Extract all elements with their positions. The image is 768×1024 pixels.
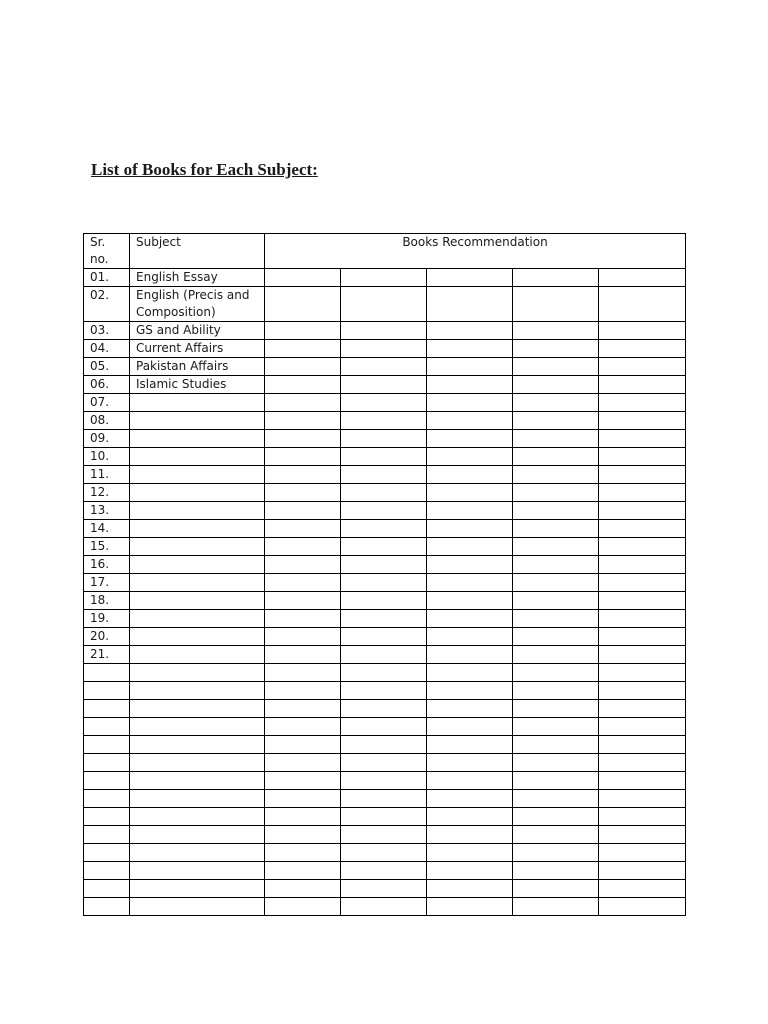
sr-no-cell: 01. — [84, 269, 130, 287]
book-recommendation-cell — [599, 430, 686, 448]
table-row — [84, 358, 686, 376]
book-recommendation-cell — [599, 610, 686, 628]
subject-cell: English (Precis and Composition) — [130, 287, 265, 322]
subject-cell — [130, 412, 265, 430]
table-body — [84, 269, 686, 916]
book-recommendation-cell — [427, 862, 513, 880]
book-recommendation-cell — [427, 484, 513, 502]
subject-cell — [130, 898, 265, 916]
sr-no-cell — [84, 844, 130, 862]
sr-no-cell: 16. — [84, 556, 130, 574]
table-row — [84, 790, 686, 808]
subject-cell — [130, 502, 265, 520]
book-recommendation-cell — [341, 556, 427, 574]
book-recommendation-cell — [265, 538, 341, 556]
book-recommendation-cell — [427, 358, 513, 376]
header-sr-no: Sr. no. — [84, 234, 130, 269]
sr-no-cell: 10. — [84, 448, 130, 466]
table-row — [84, 502, 686, 520]
subject-cell — [130, 736, 265, 754]
table-row — [84, 394, 686, 412]
book-recommendation-cell — [599, 646, 686, 664]
subject-cell — [130, 700, 265, 718]
subject-cell — [130, 844, 265, 862]
sr-no-cell — [84, 754, 130, 772]
book-recommendation-cell — [599, 484, 686, 502]
subject-cell — [130, 790, 265, 808]
book-recommendation-cell — [599, 448, 686, 466]
book-recommendation-cell — [513, 754, 599, 772]
book-recommendation-cell — [265, 340, 341, 358]
book-recommendation-cell — [341, 484, 427, 502]
subject-cell — [130, 664, 265, 682]
book-recommendation-cell — [341, 520, 427, 538]
sr-no-cell — [84, 808, 130, 826]
book-recommendation-cell — [427, 790, 513, 808]
book-recommendation-cell — [513, 556, 599, 574]
book-recommendation-cell — [599, 628, 686, 646]
book-recommendation-cell — [427, 736, 513, 754]
book-recommendation-cell — [265, 808, 341, 826]
book-recommendation-cell — [341, 376, 427, 394]
book-recommendation-cell — [341, 592, 427, 610]
book-recommendation-cell — [427, 574, 513, 592]
book-recommendation-cell — [265, 412, 341, 430]
book-recommendation-cell — [427, 322, 513, 340]
subject-cell: GS and Ability — [130, 322, 265, 340]
book-recommendation-cell — [513, 358, 599, 376]
book-recommendation-cell — [341, 412, 427, 430]
book-recommendation-cell — [599, 340, 686, 358]
book-recommendation-cell — [341, 430, 427, 448]
table-row — [84, 808, 686, 826]
table-row — [84, 287, 686, 322]
table-row — [84, 430, 686, 448]
book-recommendation-cell — [599, 664, 686, 682]
book-recommendation-cell — [341, 322, 427, 340]
sr-no-cell: 20. — [84, 628, 130, 646]
book-recommendation-cell — [427, 682, 513, 700]
book-recommendation-cell — [341, 754, 427, 772]
header-row — [84, 234, 686, 269]
book-recommendation-cell — [513, 376, 599, 394]
sr-no-cell: 14. — [84, 520, 130, 538]
subject-cell — [130, 394, 265, 412]
book-recommendation-cell — [513, 826, 599, 844]
table-row — [84, 628, 686, 646]
book-recommendation-cell — [513, 736, 599, 754]
subject-cell — [130, 682, 265, 700]
book-recommendation-cell — [599, 880, 686, 898]
sr-no-cell — [84, 736, 130, 754]
sr-no-cell: 17. — [84, 574, 130, 592]
table-row — [84, 736, 686, 754]
book-recommendation-cell — [341, 287, 427, 322]
book-recommendation-cell — [599, 754, 686, 772]
book-recommendation-cell — [599, 376, 686, 394]
book-recommendation-cell — [341, 358, 427, 376]
book-recommendation-cell — [599, 682, 686, 700]
subject-cell — [130, 646, 265, 664]
book-recommendation-cell — [427, 718, 513, 736]
book-recommendation-cell — [599, 718, 686, 736]
book-recommendation-cell — [513, 862, 599, 880]
book-recommendation-cell — [427, 592, 513, 610]
sr-no-cell — [84, 664, 130, 682]
book-recommendation-cell — [265, 322, 341, 340]
subject-cell — [130, 556, 265, 574]
book-recommendation-cell — [427, 412, 513, 430]
sr-no-cell — [84, 790, 130, 808]
book-recommendation-cell — [341, 808, 427, 826]
table-row — [84, 898, 686, 916]
book-recommendation-cell — [265, 269, 341, 287]
sr-no-cell: 21. — [84, 646, 130, 664]
sr-no-cell: 02. — [84, 287, 130, 322]
book-recommendation-cell — [513, 394, 599, 412]
book-recommendation-cell — [513, 466, 599, 484]
book-recommendation-cell — [599, 556, 686, 574]
table-row — [84, 862, 686, 880]
book-recommendation-cell — [599, 772, 686, 790]
book-recommendation-cell — [427, 772, 513, 790]
book-recommendation-cell — [427, 394, 513, 412]
sr-no-cell — [84, 862, 130, 880]
subject-cell: Islamic Studies — [130, 376, 265, 394]
book-recommendation-cell — [599, 466, 686, 484]
book-recommendation-cell — [341, 466, 427, 484]
sr-no-cell — [84, 826, 130, 844]
book-recommendation-cell — [513, 610, 599, 628]
book-recommendation-cell — [513, 718, 599, 736]
sr-no-cell: 15. — [84, 538, 130, 556]
book-recommendation-cell — [599, 412, 686, 430]
subject-cell — [130, 880, 265, 898]
book-recommendation-cell — [265, 628, 341, 646]
book-recommendation-cell — [341, 772, 427, 790]
book-recommendation-cell — [341, 700, 427, 718]
book-recommendation-cell — [265, 700, 341, 718]
book-recommendation-cell — [427, 502, 513, 520]
table-row — [84, 574, 686, 592]
book-recommendation-cell — [427, 754, 513, 772]
book-recommendation-cell — [265, 556, 341, 574]
book-recommendation-cell — [265, 898, 341, 916]
table-row — [84, 826, 686, 844]
book-recommendation-cell — [599, 520, 686, 538]
book-recommendation-cell — [341, 340, 427, 358]
book-recommendation-cell — [427, 898, 513, 916]
table-row — [84, 682, 686, 700]
book-recommendation-cell — [341, 898, 427, 916]
sr-no-cell: 08. — [84, 412, 130, 430]
table-row — [84, 556, 686, 574]
book-recommendation-cell — [513, 502, 599, 520]
book-recommendation-cell — [265, 358, 341, 376]
subject-cell — [130, 484, 265, 502]
sr-no-cell: 04. — [84, 340, 130, 358]
book-recommendation-cell — [265, 718, 341, 736]
table-row — [84, 466, 686, 484]
book-recommendation-cell — [341, 736, 427, 754]
book-recommendation-cell — [265, 862, 341, 880]
sr-no-cell — [84, 718, 130, 736]
book-recommendation-cell — [513, 322, 599, 340]
book-recommendation-cell — [599, 826, 686, 844]
book-recommendation-cell — [427, 340, 513, 358]
subject-cell — [130, 430, 265, 448]
book-recommendation-cell — [513, 628, 599, 646]
subject-cell — [130, 808, 265, 826]
book-recommendation-cell — [265, 574, 341, 592]
subject-cell — [130, 448, 265, 466]
table-row — [84, 610, 686, 628]
book-recommendation-cell — [265, 394, 341, 412]
book-recommendation-cell — [265, 772, 341, 790]
subject-cell — [130, 754, 265, 772]
book-recommendation-cell — [599, 574, 686, 592]
book-recommendation-cell — [265, 287, 341, 322]
book-recommendation-cell — [599, 700, 686, 718]
book-recommendation-cell — [341, 574, 427, 592]
book-recommendation-cell — [341, 826, 427, 844]
subject-cell — [130, 466, 265, 484]
book-recommendation-cell — [599, 502, 686, 520]
subject-cell — [130, 862, 265, 880]
book-recommendation-cell — [341, 538, 427, 556]
subject-cell: English Essay — [130, 269, 265, 287]
book-recommendation-cell — [265, 376, 341, 394]
book-recommendation-cell — [427, 287, 513, 322]
book-recommendation-cell — [427, 376, 513, 394]
subject-cell — [130, 772, 265, 790]
book-recommendation-cell — [341, 682, 427, 700]
book-recommendation-cell — [265, 466, 341, 484]
table-row — [84, 880, 686, 898]
book-recommendation-cell — [427, 610, 513, 628]
sr-no-cell: 06. — [84, 376, 130, 394]
subject-cell — [130, 520, 265, 538]
table-row — [84, 376, 686, 394]
book-recommendation-cell — [513, 448, 599, 466]
book-recommendation-cell — [513, 772, 599, 790]
table-row — [84, 520, 686, 538]
book-recommendation-cell — [513, 287, 599, 322]
book-recommendation-cell — [513, 790, 599, 808]
book-recommendation-cell — [265, 484, 341, 502]
table-row — [84, 700, 686, 718]
book-recommendation-cell — [265, 754, 341, 772]
books-table — [83, 233, 686, 916]
table-row — [84, 448, 686, 466]
book-recommendation-cell — [427, 430, 513, 448]
book-recommendation-cell — [265, 736, 341, 754]
sr-no-cell: 05. — [84, 358, 130, 376]
table-row — [84, 269, 686, 287]
book-recommendation-cell — [265, 610, 341, 628]
book-recommendation-cell — [341, 269, 427, 287]
book-recommendation-cell — [513, 664, 599, 682]
book-recommendation-cell — [513, 844, 599, 862]
book-recommendation-cell — [265, 502, 341, 520]
book-recommendation-cell — [513, 808, 599, 826]
sr-no-cell — [84, 880, 130, 898]
sr-no-cell: 11. — [84, 466, 130, 484]
book-recommendation-cell — [341, 862, 427, 880]
sr-no-cell: 09. — [84, 430, 130, 448]
book-recommendation-cell — [427, 628, 513, 646]
table-row — [84, 664, 686, 682]
book-recommendation-cell — [513, 700, 599, 718]
book-recommendation-cell — [513, 682, 599, 700]
book-recommendation-cell — [513, 430, 599, 448]
book-recommendation-cell — [513, 340, 599, 358]
book-recommendation-cell — [599, 538, 686, 556]
table-row — [84, 538, 686, 556]
book-recommendation-cell — [427, 880, 513, 898]
sr-no-cell: 18. — [84, 592, 130, 610]
book-recommendation-cell — [341, 502, 427, 520]
book-recommendation-cell — [427, 646, 513, 664]
book-recommendation-cell — [513, 484, 599, 502]
sr-no-cell — [84, 700, 130, 718]
book-recommendation-cell — [513, 538, 599, 556]
subject-cell — [130, 538, 265, 556]
header-books-recommendation: Books Recommendation — [265, 234, 686, 269]
book-recommendation-cell — [513, 592, 599, 610]
subject-cell: Pakistan Affairs — [130, 358, 265, 376]
book-recommendation-cell — [513, 880, 599, 898]
table-row — [84, 844, 686, 862]
sr-no-cell — [84, 898, 130, 916]
book-recommendation-cell — [427, 520, 513, 538]
sr-no-cell — [84, 772, 130, 790]
table-row — [84, 772, 686, 790]
book-recommendation-cell — [341, 628, 427, 646]
book-recommendation-cell — [599, 736, 686, 754]
book-recommendation-cell — [265, 790, 341, 808]
subject-cell — [130, 610, 265, 628]
book-recommendation-cell — [513, 898, 599, 916]
book-recommendation-cell — [427, 826, 513, 844]
table-row — [84, 484, 686, 502]
subject-cell: Current Affairs — [130, 340, 265, 358]
book-recommendation-cell — [427, 700, 513, 718]
book-recommendation-cell — [265, 448, 341, 466]
book-recommendation-cell — [599, 322, 686, 340]
book-recommendation-cell — [265, 520, 341, 538]
book-recommendation-cell — [265, 682, 341, 700]
sr-no-cell — [84, 682, 130, 700]
table-row — [84, 646, 686, 664]
book-recommendation-cell — [341, 844, 427, 862]
book-recommendation-cell — [265, 844, 341, 862]
book-recommendation-cell — [513, 412, 599, 430]
book-recommendation-cell — [265, 880, 341, 898]
book-recommendation-cell — [599, 269, 686, 287]
book-recommendation-cell — [427, 538, 513, 556]
book-recommendation-cell — [341, 394, 427, 412]
page-title: List of Books for Each Subject: — [91, 160, 318, 179]
sr-no-cell: 07. — [84, 394, 130, 412]
book-recommendation-cell — [265, 826, 341, 844]
book-recommendation-cell — [265, 664, 341, 682]
book-recommendation-cell — [427, 844, 513, 862]
book-recommendation-cell — [513, 520, 599, 538]
subject-cell — [130, 628, 265, 646]
book-recommendation-cell — [599, 862, 686, 880]
book-recommendation-cell — [599, 808, 686, 826]
sr-no-cell: 19. — [84, 610, 130, 628]
book-recommendation-cell — [599, 394, 686, 412]
book-recommendation-cell — [427, 808, 513, 826]
book-recommendation-cell — [341, 610, 427, 628]
book-recommendation-cell — [341, 664, 427, 682]
book-recommendation-cell — [341, 646, 427, 664]
sr-no-cell: 13. — [84, 502, 130, 520]
book-recommendation-cell — [341, 448, 427, 466]
book-recommendation-cell — [513, 646, 599, 664]
book-recommendation-cell — [427, 556, 513, 574]
header-subject: Subject — [130, 234, 265, 269]
book-recommendation-cell — [599, 358, 686, 376]
subject-cell — [130, 574, 265, 592]
book-recommendation-cell — [427, 448, 513, 466]
table-row — [84, 322, 686, 340]
book-recommendation-cell — [341, 790, 427, 808]
subject-cell — [130, 718, 265, 736]
book-recommendation-cell — [427, 466, 513, 484]
book-recommendation-cell — [599, 898, 686, 916]
book-recommendation-cell — [599, 287, 686, 322]
book-recommendation-cell — [265, 592, 341, 610]
book-recommendation-cell — [599, 790, 686, 808]
subject-cell — [130, 592, 265, 610]
table-row — [84, 592, 686, 610]
subject-cell — [130, 826, 265, 844]
book-recommendation-cell — [341, 880, 427, 898]
book-recommendation-cell — [265, 430, 341, 448]
table-row — [84, 412, 686, 430]
book-recommendation-cell — [599, 844, 686, 862]
book-recommendation-cell — [513, 574, 599, 592]
sr-no-cell: 12. — [84, 484, 130, 502]
book-recommendation-cell — [265, 646, 341, 664]
book-recommendation-cell — [513, 269, 599, 287]
book-recommendation-cell — [599, 592, 686, 610]
table-row — [84, 718, 686, 736]
sr-no-cell: 03. — [84, 322, 130, 340]
book-recommendation-cell — [427, 269, 513, 287]
table-row — [84, 754, 686, 772]
table-row — [84, 340, 686, 358]
book-recommendation-cell — [427, 664, 513, 682]
book-recommendation-cell — [341, 718, 427, 736]
